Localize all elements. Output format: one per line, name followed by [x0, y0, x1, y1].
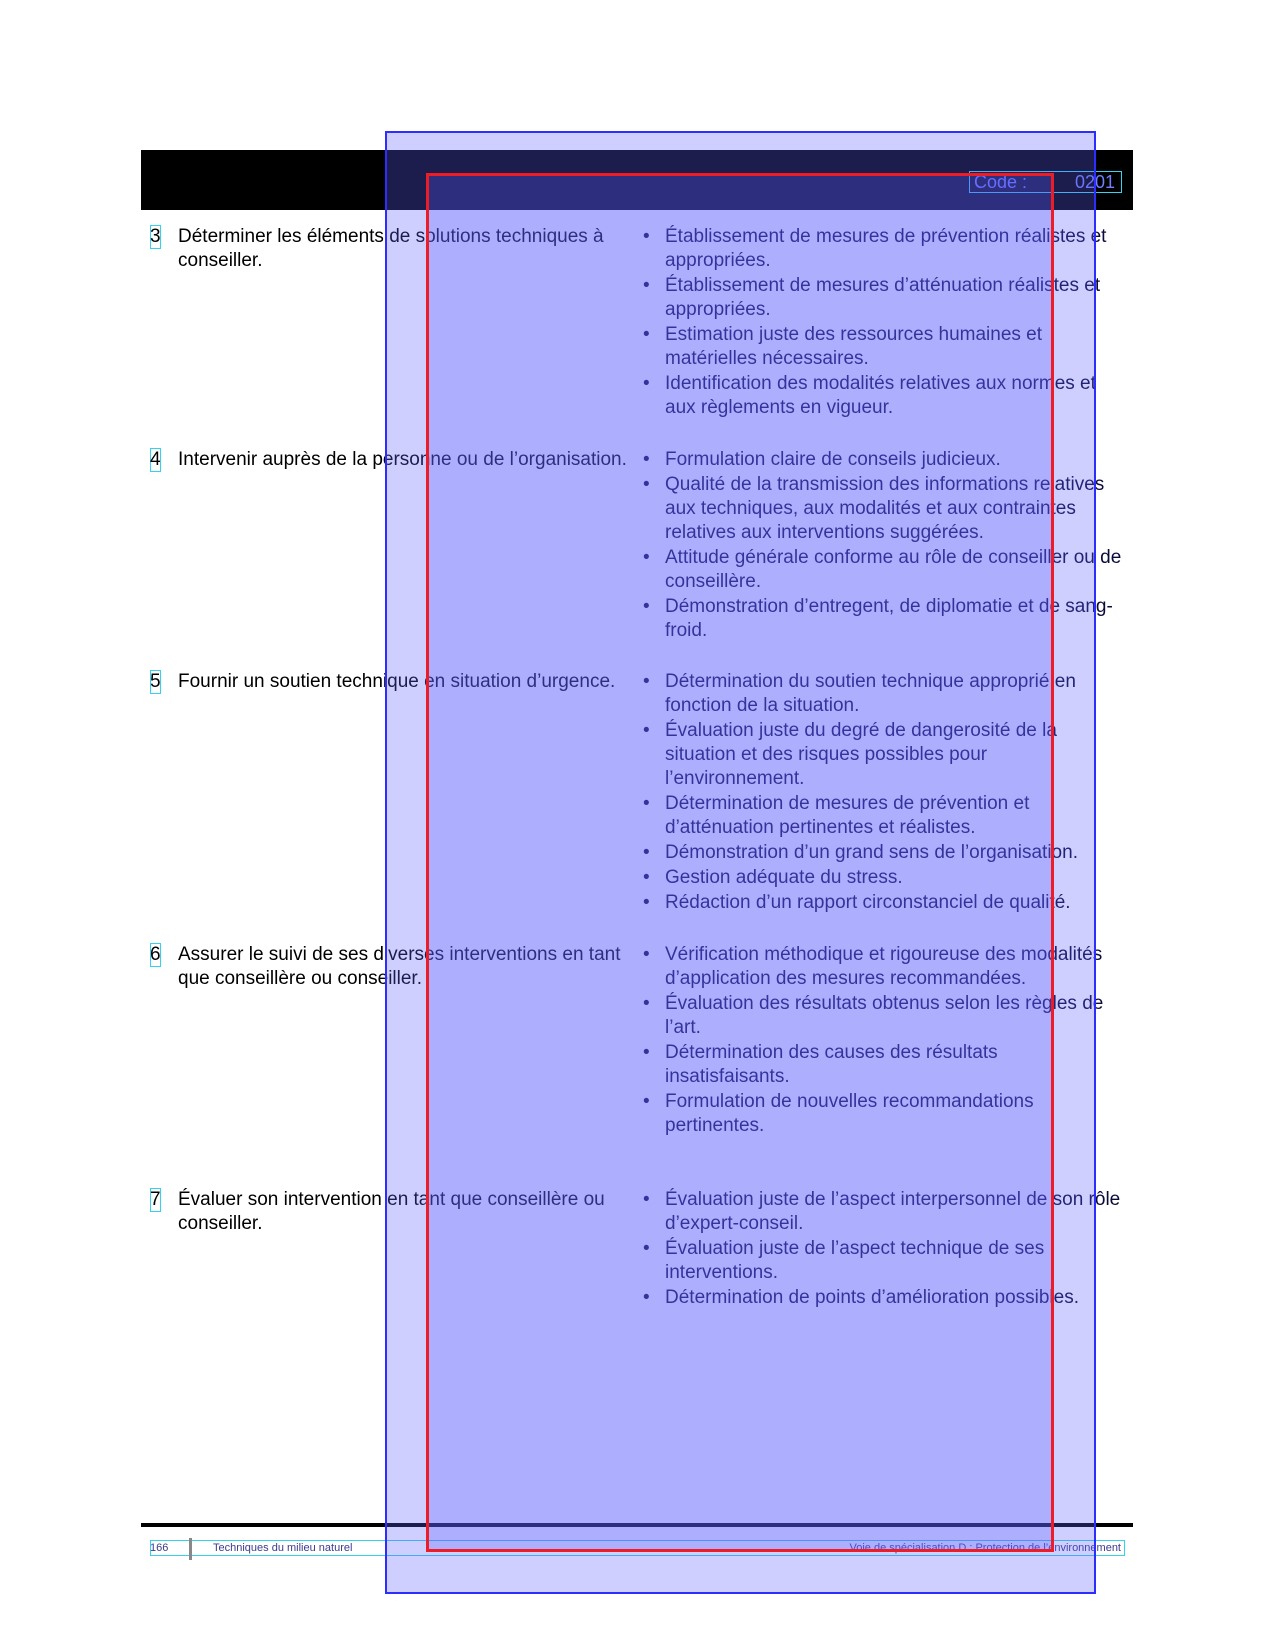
- bullet-icon: •: [643, 867, 650, 888]
- bullet-icon: •: [643, 547, 650, 568]
- region-overlay-inner: [426, 173, 1054, 1552]
- bullet-icon: •: [643, 892, 650, 913]
- bullet-icon: •: [643, 474, 650, 495]
- competency-number: 7: [150, 1189, 161, 1210]
- criterion: • Évaluation des résultats obtenus selon les règles de l’art.: [643, 993, 1104, 1038]
- criterion: • Qualité de la transmission des informations relatives aux techniques, aux modalités et aux contraintes relatives aux interventions suggérées.: [643, 474, 1105, 543]
- bullet-icon: •: [643, 1091, 650, 1112]
- criterion: • Détermination du soutien technique approprié en fonction de la situation.: [643, 671, 1076, 716]
- bullet-icon: •: [643, 793, 650, 814]
- bullet-icon: •: [643, 1238, 650, 1259]
- criterion: • Formulation claire de conseils judicieux.: [643, 449, 1001, 470]
- criterion: • Détermination des causes des résultats insatisfaisants.: [643, 1042, 998, 1087]
- bullet-icon: •: [643, 1287, 650, 1308]
- criterion: • Détermination de points d’amélioration possibles.: [643, 1287, 1080, 1308]
- bullet-icon: •: [643, 1042, 650, 1063]
- bullet-icon: •: [643, 324, 650, 345]
- criterion: • Démonstration d’un grand sens de l’organisation.: [643, 842, 1078, 863]
- competency-text: Fournir un soutien technique en situation d’urgence.: [178, 671, 616, 692]
- bullet-icon: •: [643, 842, 650, 863]
- criterion: • Attitude générale conforme au rôle de conseiller ou de conseillère.: [643, 547, 1122, 592]
- footer-divider: [189, 1538, 192, 1560]
- competency-number: 3: [150, 226, 161, 247]
- bullet-icon: •: [643, 720, 650, 741]
- bullet-icon: •: [643, 671, 650, 692]
- criterion: • Formulation de nouvelles recommandations pertinentes.: [643, 1091, 1034, 1136]
- criterion: • Établissement de mesures de prévention réalistes et appropriées.: [643, 226, 1107, 271]
- bullet-icon: •: [643, 449, 650, 470]
- criterion: • Vérification méthodique et rigoureuse des modalités d’application des mesures recommandées.: [643, 944, 1103, 989]
- criterion: • Démonstration d’entregent, de diplomatie et de sang-froid.: [643, 596, 1113, 641]
- criterion: • Établissement de mesures d’atténuation réalistes et appropriées.: [643, 275, 1101, 320]
- bullet-icon: •: [643, 373, 650, 394]
- footer-right-text: Voie de spécialisation D : Protection de l’environnement: [849, 1542, 1121, 1554]
- criterion: • Évaluation juste de l’aspect interpersonnel de son rôle d’expert-conseil.: [643, 1189, 1121, 1234]
- competency-number: 4: [150, 449, 161, 470]
- code-value: 0201: [1074, 172, 1115, 192]
- competency-text: Intervenir auprès de la personne ou de l’organisation.: [178, 449, 627, 470]
- competency-number: 5: [150, 671, 161, 692]
- criterion: • Estimation juste des ressources humaines et matérielles nécessaires.: [643, 324, 1043, 369]
- competency-number: 6: [150, 944, 161, 965]
- footer-left-text: Techniques du milieu naturel: [213, 1542, 353, 1554]
- competency-text: Assurer le suivi de ses diverses interventions en tant que conseillère ou conseiller.: [178, 944, 621, 989]
- criterion: • Détermination de mesures de prévention et d’atténuation pertinentes et réalistes.: [643, 793, 1030, 838]
- bullet-icon: •: [643, 944, 650, 965]
- criterion: • Rédaction d’un rapport circonstanciel de qualité.: [643, 892, 1071, 913]
- competency-text: Évaluer son intervention en tant que conseillère ou conseiller.: [178, 1189, 605, 1234]
- criterion: • Évaluation juste de l’aspect technique de ses interventions.: [643, 1238, 1045, 1283]
- bullet-icon: •: [643, 226, 650, 247]
- code-label: Code :: [974, 172, 1028, 192]
- page-number: 166: [150, 1542, 169, 1554]
- bullet-icon: •: [643, 993, 650, 1014]
- criterion: • Évaluation juste du degré de dangerosité de la situation et des risques possibles pour l’environnement.: [643, 720, 1057, 789]
- bullet-icon: •: [643, 275, 650, 296]
- bullet-icon: •: [643, 1189, 650, 1210]
- criterion: • Identification des modalités relatives aux normes et aux règlements en vigueur.: [643, 373, 1096, 418]
- competency-text: Déterminer les éléments de solutions techniques à conseiller.: [178, 226, 604, 271]
- criterion: • Gestion adéquate du stress.: [643, 867, 903, 888]
- bullet-icon: •: [643, 596, 650, 617]
